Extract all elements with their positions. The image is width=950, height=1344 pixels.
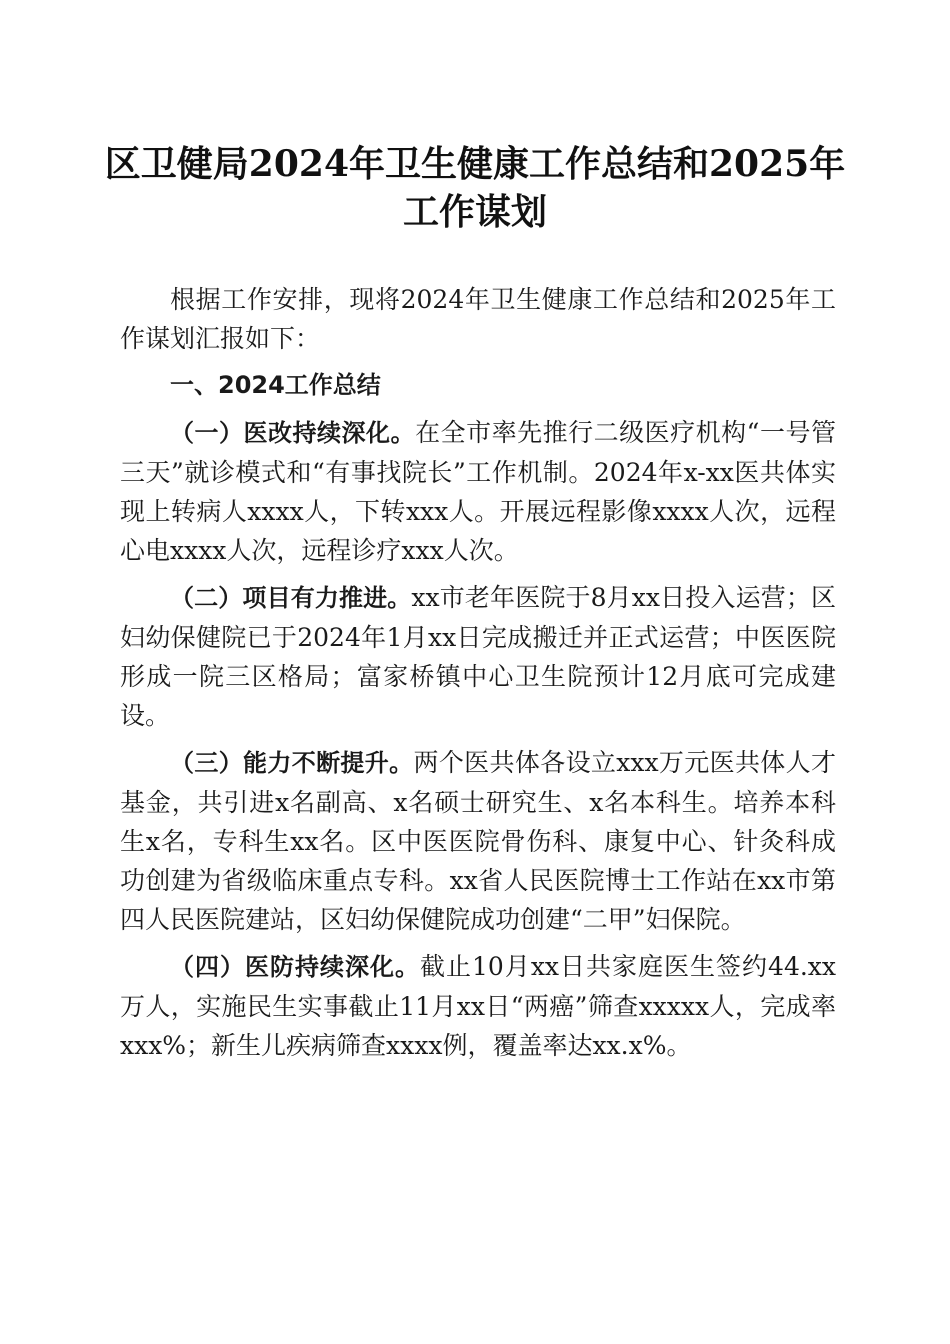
title-line-1: 区卫健局2024年卫生健康工作总结和2025年 — [104, 143, 846, 185]
item-lead-1: （一）医改持续深化。 — [170, 419, 416, 447]
item-lead-4: （四）医防持续深化。 — [170, 953, 421, 981]
section-heading-1: 一、2024工作总结 — [170, 371, 381, 399]
paragraph-item-4 — [120, 947, 836, 1065]
item-text-4: 截止10月xx日共家庭医生签约44.xx万人，实施民生实事截止11月xx日“两癌”筛查xxxxx人，完成率xxx%；新生儿疾病筛查xxxx例，覆盖率达xx.x%。 — [120, 952, 837, 1060]
paragraph-item-3 — [120, 743, 836, 939]
document-body — [120, 280, 836, 1073]
item-text-2: xx市老年医院于8月xx日投入运营；区妇幼保健院已于2024年1月xx日完成搬迁并正式运营；中医医院形成一院三区格局；富家桥镇中心卫生院预计12月底可完成建设。 — [120, 583, 836, 730]
intro-paragraph: 根据工作安排，现将2024年卫生健康工作总结和2025年工作谋划汇报如下： — [120, 285, 836, 353]
item-lead-2: （二）项目有力推进。 — [170, 584, 412, 612]
title-line-2: 工作谋划 — [402, 191, 547, 233]
item-text-3: 两个医共体各设立xxx万元医共体人才基金，共引进x名副高、x名硕士研究生、x名本科生。培养本科生x名，专科生xx名。区中医医院骨伤科、康复中心、针灸科成功创建为省级临床重点专科。xx省人民医院博士工作站在xx市第四人民医院建站，区妇幼保健院成功创建“二甲”妇保院。 — [120, 748, 836, 934]
item-text-1: 在全市率先推行二级医疗机构“一号管三天”就诊模式和“有事找院长”工作机制。2024年x-xx医共体实现上转病人xxxx人，下转xxx人。开展远程影像xxxx人次，远程心电xxxx人次，远程诊疗xxx人次。 — [120, 418, 836, 565]
paragraph-item-1 — [120, 413, 836, 570]
document-title — [100, 140, 850, 236]
paragraph-item-2 — [120, 578, 836, 735]
item-lead-3: （三）能力不断提升。 — [170, 749, 414, 777]
